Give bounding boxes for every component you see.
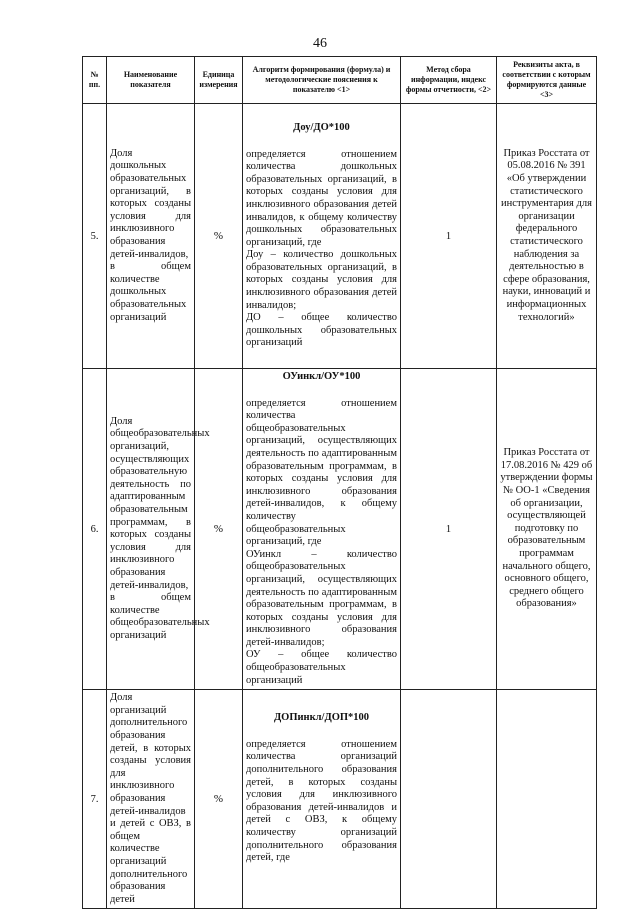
formula: ДОПинкл/ДОП*100 xyxy=(273,712,370,724)
table-row xyxy=(83,104,597,369)
indicators-table xyxy=(82,56,597,909)
algorithm-cell xyxy=(243,104,401,369)
formula: Доу/ДО*100 xyxy=(293,121,350,133)
algorithm-text: определяется отношением количества общеобразовательных организаций, осуществляющих деятельность по адаптированным образовательным программам, в которых созданы условия для инклюзивного образования детей-инвалидов, к общему количеству общеобразовательных организаций, где ОУинкл – количество общеобразовательных организаций, осуществляющих деятельность по адаптированным образовательным программам, в которых созданы условия для инклюзивного образования детей-инвалидов; ОУ – общее количество общеобразовательных организаций xyxy=(246,397,397,686)
indicator-name: Доля организаций дополнительного образования детей, в которых созданы условия для инклюзивного образования детей-инвалидов и детей с ОВЗ, в общем количестве организаций дополнительного образования детей xyxy=(107,690,195,909)
indicator-name: Доля общеобразовательных организаций, осуществляющих образовательную деятельность по адаптированным образовательным программам, в которых созданы условия для инклюзивного образования детей-инвалидов, в общем количестве общеобразовательных организаций xyxy=(107,369,195,690)
algorithm-cell xyxy=(243,369,401,690)
collection-method xyxy=(401,690,497,909)
algorithm-text: определяется отношением количества дошкольных образовательных организаций, в которых созданы условия для инклюзивного образования детей инвалидов, к общему количеству дошкольных образовательных организаций, где Доу – количество дошкольных образовательных организаций, в которых созданы условия для инклюзивного образования детей инвалидов; ДО – общее количество дошкольных образовательных организаций xyxy=(246,148,397,349)
header-name: Наименование показателя xyxy=(107,57,195,104)
indicator-unit: % xyxy=(195,690,243,909)
collection-method: 1 xyxy=(401,104,497,369)
indicator-name: Доля дошкольных образовательных организаций, в которых созданы условия для инклюзивного образования детей-инвалидов, в общем количестве дошкольных образовательных организаций xyxy=(107,104,195,369)
header-num: № пп. xyxy=(83,57,107,104)
indicator-unit: % xyxy=(195,369,243,690)
row-num: 7. xyxy=(83,690,107,909)
collection-method: 1 xyxy=(401,369,497,690)
algorithm-cell xyxy=(243,690,401,909)
row-num: 6. xyxy=(83,369,107,690)
indicator-unit: % xyxy=(195,104,243,369)
algorithm-text: определяется отношением количества организаций дополнительного образования детей, в которых созданы условия для инклюзивного образования детей-инвалидов и детей с ОВЗ, к общему количеству организаций дополнительного образования детей, где xyxy=(246,738,397,864)
header-algorithm: Алгоритм формирования (формула) и методологические пояснения к показателю <1> xyxy=(243,57,401,104)
table-row xyxy=(83,690,597,909)
act-requisites: Приказ Росстата от 17.08.2016 № 429 об утверждении формы № ОО-1 «Сведения об организации, осуществляющей подготовку по образовательным программам начального общего, основного общего, среднего общего образования» xyxy=(497,369,597,690)
header-unit: Единица измерения xyxy=(195,57,243,104)
row-num: 5. xyxy=(83,104,107,369)
formula: ОУинкл/ОУ*100 xyxy=(282,371,361,382)
act-requisites: Приказ Росстата от 05.08.2016 № 391 «Об утверждении статистического инструментария для организации федерального статистического наблюдения за деятельностью в сфере образования, науки, инноваций и информационных технологий» xyxy=(497,104,597,369)
table-row xyxy=(83,369,597,690)
table-header-row xyxy=(83,57,597,104)
act-requisites xyxy=(497,690,597,909)
header-method: Метод сбора информации, индекс формы отчетности, <2> xyxy=(401,57,497,104)
header-requisites: Реквизиты акта, в соответствии с которым формируются данные <3> xyxy=(497,57,597,104)
page-number: 46 xyxy=(313,36,327,51)
